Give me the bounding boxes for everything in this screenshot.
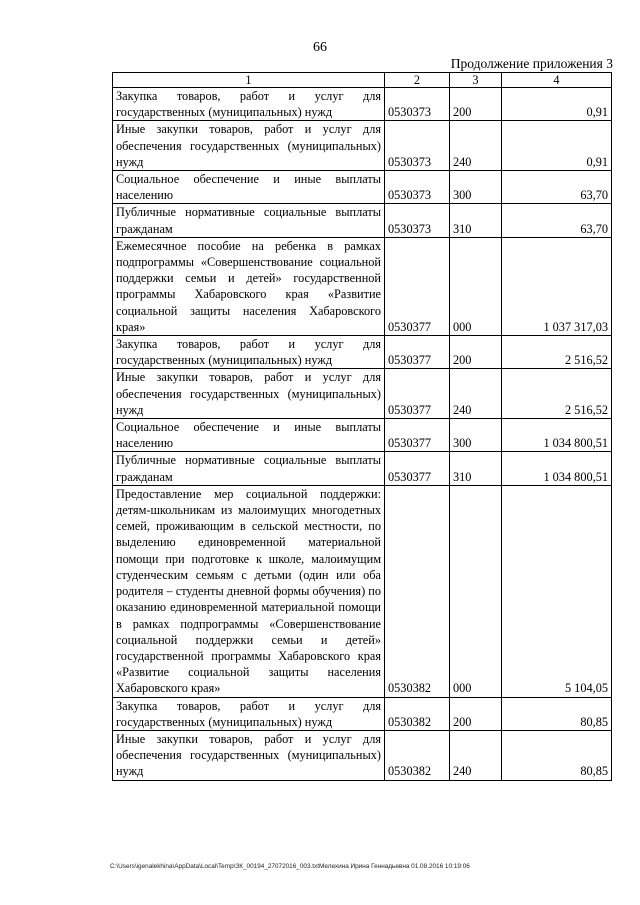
row-amount: 2 516,52 xyxy=(502,369,612,419)
row-target-code: 0530377 xyxy=(385,336,450,369)
row-expense-type: 000 xyxy=(450,237,502,335)
row-target-code: 0530377 xyxy=(385,452,450,485)
row-target-code: 0530373 xyxy=(385,204,450,237)
row-description: Иные закупки товаров, работ и услуг для обеспечения государственных (муниципальных) нужд xyxy=(113,730,385,780)
row-amount: 0,91 xyxy=(502,88,612,121)
row-expense-type: 240 xyxy=(450,121,502,171)
row-expense-type: 000 xyxy=(450,485,502,697)
table-row xyxy=(113,336,612,369)
row-description: Социальное обеспечение и иные выплаты населению xyxy=(113,419,385,452)
row-description: Иные закупки товаров, работ и услуг для обеспечения государственных (муниципальных) нужд xyxy=(113,121,385,171)
row-amount: 2 516,52 xyxy=(502,336,612,369)
row-amount: 5 104,05 xyxy=(502,485,612,697)
row-description: Ежемесячное пособие на ребенка в рамках подпрограммы «Совершенствование социальной поддержки семьи и детей» государственной программы Хабаровского края «Развитие социальной защиты населения Хабаровского края» xyxy=(113,237,385,335)
table-row xyxy=(113,121,612,171)
table-row xyxy=(113,485,612,697)
row-target-code: 0530382 xyxy=(385,485,450,697)
row-target-code: 0530382 xyxy=(385,730,450,780)
row-amount: 1 034 800,51 xyxy=(502,419,612,452)
row-expense-type: 310 xyxy=(450,204,502,237)
row-expense-type: 240 xyxy=(450,730,502,780)
row-description: Иные закупки товаров, работ и услуг для обеспечения государственных (муниципальных) нужд xyxy=(113,369,385,419)
row-target-code: 0530373 xyxy=(385,121,450,171)
table-row xyxy=(113,419,612,452)
row-target-code: 0530377 xyxy=(385,237,450,335)
row-amount: 1 037 317,03 xyxy=(502,237,612,335)
table-row xyxy=(113,697,612,730)
row-amount: 0,91 xyxy=(502,121,612,171)
row-target-code: 0530373 xyxy=(385,88,450,121)
table-row xyxy=(113,237,612,335)
row-amount: 80,85 xyxy=(502,697,612,730)
column-header: 4 xyxy=(502,73,612,88)
row-target-code: 0530377 xyxy=(385,369,450,419)
row-amount: 63,70 xyxy=(502,204,612,237)
row-expense-type: 200 xyxy=(450,697,502,730)
row-expense-type: 200 xyxy=(450,88,502,121)
row-description: Предоставление мер социальной поддержки: детям-школьникам из малоимущих многодетных семей, проживающим в сельской местности, по выделению единовременной материальной помощи при подготовке к школе, малоимущим студенческим семьям с детьми (один или оба родителя – студенты дневной формы обучения) по оказанию единовременной материальной помощи в рамках подпрограммы «Совершенствование социальной поддержки семьи и детей» государственной программы Хабаровского края «Развитие социальной защиты населения Хабаровского края» xyxy=(113,485,385,697)
row-expense-type: 300 xyxy=(450,419,502,452)
table-row xyxy=(113,369,612,419)
row-amount: 63,70 xyxy=(502,171,612,204)
table-row xyxy=(113,204,612,237)
column-header: 3 xyxy=(450,73,502,88)
table-row xyxy=(113,171,612,204)
row-target-code: 0530382 xyxy=(385,697,450,730)
row-description: Публичные нормативные социальные выплаты гражданам xyxy=(113,452,385,485)
row-target-code: 0530377 xyxy=(385,419,450,452)
table-row xyxy=(113,452,612,485)
page-number: 66 xyxy=(313,40,327,55)
row-amount: 80,85 xyxy=(502,730,612,780)
column-header: 1 xyxy=(113,73,385,88)
row-description: Закупка товаров, работ и услуг для государственных (муниципальных) нужд xyxy=(113,697,385,730)
row-target-code: 0530373 xyxy=(385,171,450,204)
table-row xyxy=(113,88,612,121)
continuation-label: Продолжение приложения 3 xyxy=(450,56,613,71)
row-expense-type: 240 xyxy=(450,369,502,419)
row-description: Закупка товаров, работ и услуг для государственных (муниципальных) нужд xyxy=(113,336,385,369)
row-amount: 1 034 800,51 xyxy=(502,452,612,485)
row-description: Публичные нормативные социальные выплаты гражданам xyxy=(113,204,385,237)
row-description: Закупка товаров, работ и услуг для государственных (муниципальных) нужд xyxy=(113,88,385,121)
column-header: 2 xyxy=(385,73,450,88)
table-header-row xyxy=(113,73,612,88)
row-expense-type: 310 xyxy=(450,452,502,485)
row-description: Социальное обеспечение и иные выплаты населению xyxy=(113,171,385,204)
table-row xyxy=(113,730,612,780)
file-path-footer: C:\Users\igenalekhina\AppData\Local\Temp\ЗК_00194_27072016_003.txtМелехина Ирина Геннадьевна 01.08.2016 10:19:06 xyxy=(110,863,470,870)
budget-table xyxy=(112,72,612,781)
row-expense-type: 200 xyxy=(450,336,502,369)
row-expense-type: 300 xyxy=(450,171,502,204)
